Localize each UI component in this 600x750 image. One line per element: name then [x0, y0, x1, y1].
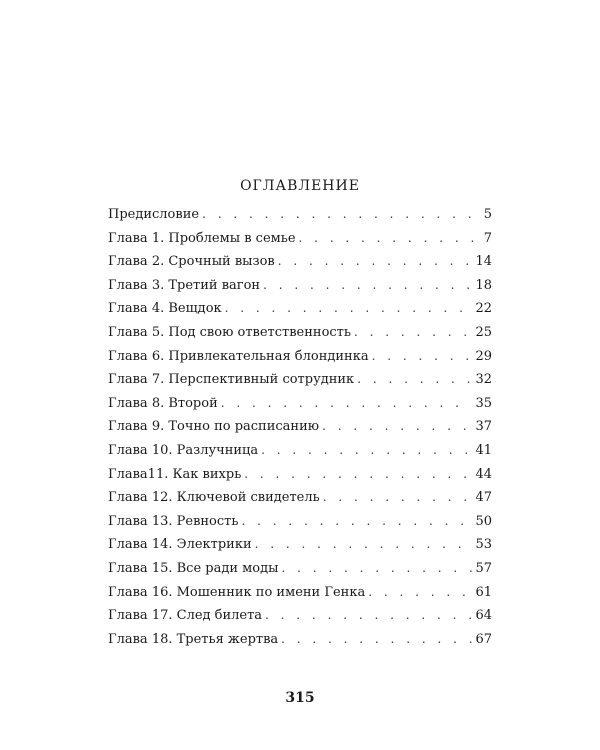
- dot-leader: [368, 585, 472, 599]
- dot-leader: [357, 372, 472, 386]
- toc-entry-label: Глава 14. Электрики: [108, 537, 252, 553]
- toc-entry: [108, 254, 492, 278]
- toc-entry-label: Глава 3. Третий вагон: [108, 277, 261, 293]
- dot-leader: [278, 254, 473, 268]
- toc-entry-label: Глава11. Как вихрь: [108, 466, 242, 482]
- toc-entry-label: Глава 17. След билета: [108, 608, 263, 624]
- toc-entry: [108, 301, 492, 325]
- dot-leader: [372, 349, 473, 363]
- toc-entry: [108, 372, 492, 396]
- toc-entry-label: Глава 13. Ревность: [108, 513, 239, 529]
- dot-leader: [255, 537, 473, 551]
- toc-entry-page: 22: [475, 301, 492, 317]
- toc-entry: [108, 419, 492, 443]
- toc-entry: [108, 608, 492, 632]
- dot-leader: [202, 207, 481, 221]
- toc-entry-page: 41: [475, 442, 492, 458]
- toc-entry-label: Глава 1. Проблемы в семье: [108, 230, 296, 246]
- toc-entry: [108, 349, 492, 373]
- toc-entry: [108, 231, 492, 255]
- toc-entry-label: Глава 5. Под свою ответственность: [108, 324, 351, 340]
- dot-leader: [265, 608, 472, 622]
- page-number: 315: [285, 690, 315, 706]
- toc-entry-page: 37: [475, 419, 492, 435]
- toc-entry: [108, 325, 492, 349]
- toc-entry-page: 61: [475, 584, 492, 600]
- toc-heading: ОГЛАВЛЕНИЕ: [240, 178, 360, 194]
- dot-leader: [263, 278, 472, 292]
- toc-entry-label: Глава 7. Перспективный сотрудник: [108, 372, 355, 388]
- toc-entry: [108, 585, 492, 609]
- dot-leader: [225, 301, 473, 315]
- toc-entry-page: 14: [475, 254, 492, 270]
- toc-entry-page: 67: [475, 631, 492, 647]
- toc-entry: [108, 514, 492, 538]
- toc-entry-page: 50: [475, 513, 492, 529]
- dot-leader: [244, 467, 472, 481]
- toc-entry-label: Глава 16. Мошенник по имени Генка: [108, 584, 366, 600]
- toc-entry: [108, 467, 492, 491]
- dot-leader: [322, 419, 472, 433]
- toc-entry: [108, 396, 492, 420]
- toc-entry-label: Глава 15. Все ради моды: [108, 560, 279, 576]
- toc-entry-label: Глава 2. Срочный вызов: [108, 254, 275, 270]
- dot-leader: [241, 514, 472, 528]
- dot-leader: [299, 231, 481, 245]
- toc-entry-page: 53: [475, 537, 492, 553]
- dot-leader: [281, 561, 472, 575]
- toc-entry: [108, 490, 492, 514]
- toc-entry: [108, 443, 492, 467]
- dot-leader: [323, 490, 473, 504]
- toc-entry: [108, 561, 492, 585]
- toc-entry: [108, 207, 492, 231]
- toc-entry-label: Глава 6. Привлекательная блондинка: [108, 348, 369, 364]
- toc-entry-page: 18: [475, 277, 492, 293]
- toc-entry-label: Глава 9. Точно по расписанию: [108, 419, 320, 435]
- toc-list: [108, 207, 492, 655]
- toc-entry-page: 35: [475, 395, 492, 411]
- toc-entry-page: 5: [483, 207, 492, 222]
- toc-entry-page: 44: [475, 466, 492, 482]
- dot-leader: [281, 632, 472, 646]
- toc-entry-label: Глава 8. Второй: [108, 395, 218, 411]
- toc-entry: [108, 278, 492, 302]
- toc-entry-page: 64: [475, 608, 492, 624]
- dot-leader: [354, 325, 473, 339]
- toc-entry-page: 57: [475, 560, 492, 576]
- toc-entry-label: Глава 4. Вещдок: [108, 301, 222, 317]
- toc-entry-page: 29: [475, 348, 492, 364]
- toc-entry-label: Глава 10. Разлучница: [108, 442, 259, 458]
- toc-entry-page: 32: [475, 372, 492, 388]
- toc-entry-page: 25: [475, 324, 492, 340]
- toc-entry-page: 47: [475, 490, 492, 506]
- toc-entry-page: 7: [483, 230, 492, 246]
- toc-entry-label: Глава 12. Ключевой свидетель: [108, 490, 320, 506]
- dot-leader: [221, 396, 473, 410]
- dot-leader: [261, 443, 472, 457]
- toc-entry-label: Предисловие: [108, 207, 200, 222]
- toc-entry: [108, 537, 492, 561]
- toc-entry: [108, 632, 492, 656]
- toc-entry-label: Глава 18. Третья жертва: [108, 631, 279, 647]
